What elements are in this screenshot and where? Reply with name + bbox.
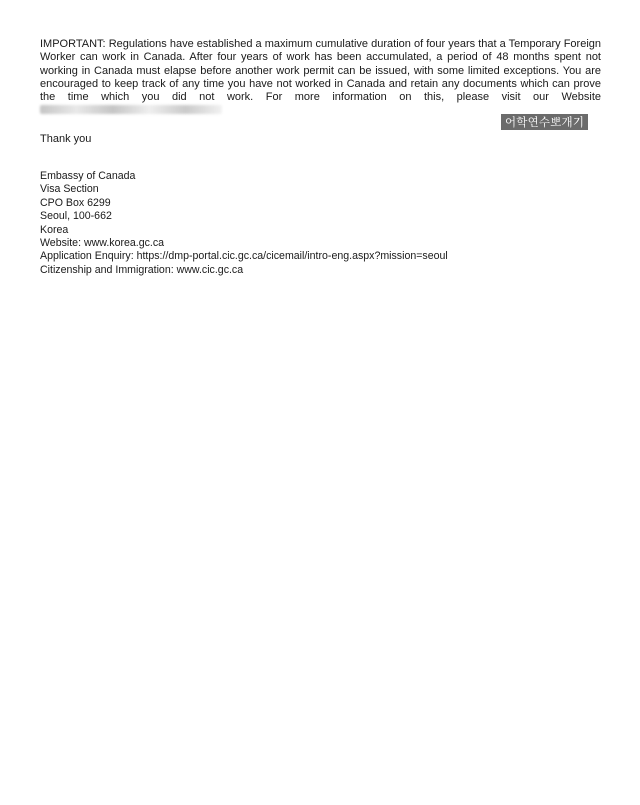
- important-label: IMPORTANT:: [40, 38, 109, 50]
- signature-line-website: Website: www.korea.gc.ca: [40, 237, 165, 250]
- letter-body: [40, 38, 601, 118]
- signature-line-po-box: CPO Box 6299: [40, 196, 111, 209]
- redacted-website-url: [40, 105, 222, 114]
- signature-line-country: Korea: [40, 223, 69, 236]
- signature-line-enquiry: Application Enquiry: https://dmp-portal.cic.gc.ca/cicemail/intro-eng.aspx?mission=seoul: [40, 250, 448, 263]
- important-notice: [40, 38, 601, 118]
- signature-block: [40, 170, 448, 277]
- signature-line-cic: Citizenship and Immigration: www.cic.gc.ca: [40, 263, 244, 276]
- signature-line-organization: Embassy of Canada: [40, 170, 136, 182]
- important-text: Regulations have established a maximum cumulative duration of four years that a Temporary Foreign Worker can work in Canada. After four years of work has been accumulated, a period of 48 months spent not working in Canada must elapse before another work permit can be issued, with some limited exceptions. You are encouraged to keep track of any time you have not worked in Canada and retain any documents which can prove the time which you did not work. For more information on this, please visit our Website: [40, 38, 601, 104]
- watermark-badge: 어학연수뽀개기: [501, 114, 588, 130]
- closing-text: Thank you: [40, 133, 92, 145]
- signature-line-city: Seoul, 100-662: [40, 210, 112, 223]
- signature-line-section: Visa Section: [40, 183, 99, 196]
